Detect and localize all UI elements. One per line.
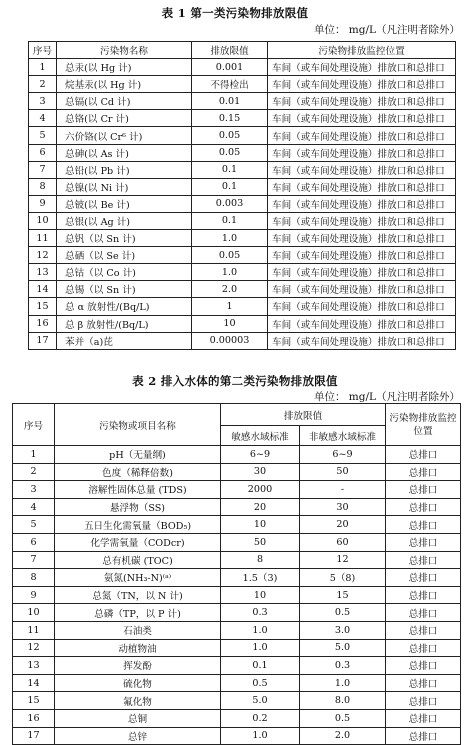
table1-cell-name: 烷基汞(以 Hg 计) <box>57 76 192 93</box>
table1-cell-limit: 0.1 <box>192 161 268 178</box>
table-row <box>13 709 461 727</box>
table2-title: 表 2 排入水体的第二类污染物排放限值 <box>132 374 338 388</box>
table2-cell-location: 总排口 <box>386 639 461 657</box>
table2-cell-nonsensitive: 5.0 <box>300 639 386 657</box>
table2-cell-nonsensitive: 0.5 <box>300 604 386 622</box>
table1-cell-index: 16 <box>29 315 57 332</box>
table1-cell-index: 5 <box>29 127 57 144</box>
table2-cell-index: 8 <box>13 569 55 587</box>
table1-cell-index: 3 <box>29 93 57 110</box>
table2-cell-sensitive: 20 <box>221 498 300 516</box>
table1-header-limit: 排放限值 <box>192 42 268 59</box>
table1-header-name: 污染物名称 <box>57 42 192 59</box>
table2-cell-name: 氟化物 <box>55 692 221 710</box>
table2-cell-sensitive: 0.5 <box>221 674 300 692</box>
table-row <box>13 551 461 569</box>
table2-cell-index: 2 <box>13 463 55 481</box>
table2-cell-location: 总排口 <box>386 551 461 569</box>
table2-cell-location: 总排口 <box>386 674 461 692</box>
table2-cell-name: 动植物油 <box>55 639 221 657</box>
table1-cell-limit: 0.15 <box>192 110 268 127</box>
table-row <box>29 332 456 349</box>
table-row <box>13 516 461 534</box>
table1-cell-location: 车间（或车间处理设施）排放口和总排口 <box>268 161 456 178</box>
table2-cell-name: 挥发酚 <box>55 657 221 675</box>
table2-cell-nonsensitive: 8.0 <box>300 692 386 710</box>
table2-cell-location: 总排口 <box>386 498 461 516</box>
table2-cell-index: 7 <box>13 551 55 569</box>
table2 <box>12 403 461 745</box>
table2-header-limit: 排放限值 <box>221 404 386 426</box>
table-row <box>29 298 456 315</box>
table1-cell-location: 车间（或车间处理设施）排放口和总排口 <box>268 315 456 332</box>
table1-cell-limit: 1.0 <box>192 264 268 281</box>
table2-cell-nonsensitive: 1.0 <box>300 674 386 692</box>
table-row <box>13 692 461 710</box>
table1-cell-name: 总钴（以 Co 计) <box>57 264 192 281</box>
table1-cell-limit: 0.001 <box>192 59 268 76</box>
table2-header-row <box>13 404 461 426</box>
table2-cell-nonsensitive: 50 <box>300 463 386 481</box>
table1-cell-location: 车间（或车间处理设施）排放口和总排口 <box>268 212 456 229</box>
table2-cell-location: 总排口 <box>386 727 461 745</box>
table2-cell-nonsensitive: 3.0 <box>300 621 386 639</box>
table2-cell-index: 16 <box>13 709 55 727</box>
table1-cell-location: 车间（或车间处理设施）排放口和总排口 <box>268 264 456 281</box>
table1-cell-name: 总铅(以 Pb 计) <box>57 161 192 178</box>
table2-cell-index: 15 <box>13 692 55 710</box>
table2-cell-name: 色度（稀释倍数) <box>55 463 221 481</box>
table1-cell-index: 14 <box>29 281 57 298</box>
table2-cell-index: 12 <box>13 639 55 657</box>
table-row <box>13 481 461 499</box>
table-row <box>29 195 456 212</box>
table-row <box>13 674 461 692</box>
table1-cell-index: 15 <box>29 298 57 315</box>
table1-cell-limit: 0.1 <box>192 178 268 195</box>
table2-cell-name: 石油类 <box>55 621 221 639</box>
table2-cell-index: 6 <box>13 533 55 551</box>
table2-cell-name: 总铜 <box>55 709 221 727</box>
table1-cell-name: 六价铬(以 Cr⁶ 计) <box>57 127 192 144</box>
table2-cell-nonsensitive: 20 <box>300 516 386 534</box>
table1-cell-index: 8 <box>29 178 57 195</box>
table1-cell-index: 4 <box>29 110 57 127</box>
table1-cell-name: 总砷(以 As 计) <box>57 144 192 161</box>
table2-cell-index: 13 <box>13 657 55 675</box>
table-row <box>29 281 456 298</box>
table2-header-location: 污染物排放监控位置 <box>386 404 461 446</box>
table2-cell-index: 1 <box>13 446 55 464</box>
table1-cell-index: 13 <box>29 264 57 281</box>
table1-cell-name: 总钒（以 Sn 计) <box>57 230 192 247</box>
table1-header-row <box>29 42 456 59</box>
table2-cell-name: 总锌 <box>55 727 221 745</box>
table1-cell-name: 苯并（a)芘 <box>57 332 192 349</box>
table-row <box>29 93 456 110</box>
table2-header-name: 污染物或项目名称 <box>55 404 221 446</box>
table1-cell-name: 总硒（以 Se 计) <box>57 247 192 264</box>
table2-unit: 单位： mg/L（凡注明者除外） <box>313 391 460 403</box>
table-row <box>29 212 456 229</box>
table-row <box>13 586 461 604</box>
table2-cell-index: 9 <box>13 586 55 604</box>
table2-cell-sensitive: 1.5（3) <box>221 569 300 587</box>
table2-cell-sensitive: 0.2 <box>221 709 300 727</box>
table1-cell-name: 总汞(以 Hg 计) <box>57 59 192 76</box>
table2-cell-location: 总排口 <box>386 446 461 464</box>
table2-cell-sensitive: 0.3 <box>221 604 300 622</box>
table1-cell-name: 总铬(以 Cr 计) <box>57 110 192 127</box>
table2-cell-index: 5 <box>13 516 55 534</box>
table2-cell-name: 化学需氧量（CODcr) <box>55 533 221 551</box>
table-row <box>13 463 461 481</box>
table2-header-nonsensitive: 非敏感水域标准 <box>300 426 386 446</box>
table1-header-index: 序号 <box>29 42 57 59</box>
table2-cell-location: 总排口 <box>386 692 461 710</box>
table2-cell-index: 4 <box>13 498 55 516</box>
table2-cell-sensitive: 30 <box>221 463 300 481</box>
table1-cell-limit: 0.05 <box>192 144 268 161</box>
table2-cell-index: 10 <box>13 604 55 622</box>
table2-cell-name: 总磷（TP，以 P 计) <box>55 604 221 622</box>
table-row <box>13 533 461 551</box>
table2-cell-nonsensitive: 60 <box>300 533 386 551</box>
table-row <box>29 230 456 247</box>
table1-cell-location: 车间（或车间处理设施）排放口和总排口 <box>268 144 456 161</box>
table1-cell-limit: 0.00003 <box>192 332 268 349</box>
table2-cell-name: 五日生化需氧量（BOD₅) <box>55 516 221 534</box>
table-row <box>13 498 461 516</box>
table1-cell-index: 7 <box>29 161 57 178</box>
table2-cell-nonsensitive: 5（8) <box>300 569 386 587</box>
table2-cell-location: 总排口 <box>386 463 461 481</box>
table1-cell-location: 车间（或车间处理设施）排放口和总排口 <box>268 247 456 264</box>
table1-cell-limit: 1 <box>192 298 268 315</box>
table1-cell-name: 总 β 放射性/(Bq/L) <box>57 315 192 332</box>
table-row <box>13 569 461 587</box>
table-row <box>13 639 461 657</box>
table2-cell-nonsensitive: 6~9 <box>300 446 386 464</box>
table1 <box>28 41 456 350</box>
table1-cell-name: 总镍(以 Ni 计) <box>57 178 192 195</box>
table2-cell-location: 总排口 <box>386 569 461 587</box>
table-row <box>13 657 461 675</box>
table2-cell-name: 硫化物 <box>55 674 221 692</box>
table2-cell-sensitive: 10 <box>221 586 300 604</box>
table1-cell-name: 总 α 放射性/(Bq/L) <box>57 298 192 315</box>
table-row <box>29 144 456 161</box>
table-row <box>29 127 456 144</box>
table2-cell-nonsensitive: 0.3 <box>300 657 386 675</box>
table1-cell-limit: 0.05 <box>192 127 268 144</box>
table2-header-sensitive: 敏感水域标准 <box>221 426 300 446</box>
table-row <box>29 178 456 195</box>
table1-cell-index: 10 <box>29 212 57 229</box>
table1-title: 表 1 第一类污染物排放限值 <box>161 6 309 20</box>
table1-cell-location: 车间（或车间处理设施）排放口和总排口 <box>268 230 456 247</box>
table-row <box>13 604 461 622</box>
table2-cell-nonsensitive: - <box>300 481 386 499</box>
table1-cell-limit: 0.05 <box>192 247 268 264</box>
table1-cell-index: 6 <box>29 144 57 161</box>
table1-cell-limit: 0.1 <box>192 212 268 229</box>
table2-cell-location: 总排口 <box>386 709 461 727</box>
table-row <box>13 621 461 639</box>
table2-cell-name: 总有机碳 (TOC) <box>55 551 221 569</box>
table1-cell-name: 总银(以 Ag 计) <box>57 212 192 229</box>
table1-cell-location: 车间（或车间处理设施）排放口和总排口 <box>268 178 456 195</box>
table1-cell-limit: 10 <box>192 315 268 332</box>
table2-cell-index: 11 <box>13 621 55 639</box>
table1-header-location: 污染物排放监控位置 <box>268 42 456 59</box>
table2-cell-sensitive: 2000 <box>221 481 300 499</box>
table1-cell-location: 车间（或车间处理设施）排放口和总排口 <box>268 298 456 315</box>
table1-cell-index: 9 <box>29 195 57 212</box>
table2-cell-index: 14 <box>13 674 55 692</box>
table1-cell-location: 车间（或车间处理设施）排放口和总排口 <box>268 59 456 76</box>
table2-cell-name: 氨氮(NH₃-N)⁽ᵃ⁾ <box>55 569 221 587</box>
table1-cell-location: 车间（或车间处理设施）排放口和总排口 <box>268 195 456 212</box>
table1-cell-index: 11 <box>29 230 57 247</box>
table1-cell-location: 车间（或车间处理设施）排放口和总排口 <box>268 76 456 93</box>
table1-cell-location: 车间（或车间处理设施）排放口和总排口 <box>268 281 456 298</box>
table2-cell-nonsensitive: 30 <box>300 498 386 516</box>
table2-cell-name: 总氮（TN，以 N 计) <box>55 586 221 604</box>
table2-cell-sensitive: 1.0 <box>221 621 300 639</box>
table1-cell-limit: 0.003 <box>192 195 268 212</box>
table1-cell-name: 总铍(以 Be 计) <box>57 195 192 212</box>
table2-cell-name: 溶解性固体总量 (TDS) <box>55 481 221 499</box>
table1-cell-limit: 0.01 <box>192 93 268 110</box>
table2-cell-location: 总排口 <box>386 481 461 499</box>
table2-cell-sensitive: 1.0 <box>221 727 300 745</box>
table-row <box>29 264 456 281</box>
table1-cell-name: 总镉(以 Cd 计) <box>57 93 192 110</box>
table2-cell-location: 总排口 <box>386 657 461 675</box>
table2-cell-sensitive: 10 <box>221 516 300 534</box>
table1-cell-limit: 2.0 <box>192 281 268 298</box>
table2-header-index: 序号 <box>13 404 55 446</box>
table-row <box>29 315 456 332</box>
table-row <box>29 59 456 76</box>
table2-cell-sensitive: 1.0 <box>221 639 300 657</box>
table2-cell-location: 总排口 <box>386 604 461 622</box>
table1-cell-location: 车间（或车间处理设施）排放口和总排口 <box>268 93 456 110</box>
table-row <box>29 247 456 264</box>
table2-cell-sensitive: 5.0 <box>221 692 300 710</box>
table-row <box>29 76 456 93</box>
table2-cell-nonsensitive: 12 <box>300 551 386 569</box>
table1-cell-index: 1 <box>29 59 57 76</box>
table2-cell-name: pH（无量纲) <box>55 446 221 464</box>
table2-cell-location: 总排口 <box>386 533 461 551</box>
table2-cell-name: 悬浮物（SS) <box>55 498 221 516</box>
table1-cell-location: 车间（或车间处理设施）排放口和总排口 <box>268 127 456 144</box>
table2-cell-nonsensitive: 15 <box>300 586 386 604</box>
table2-cell-sensitive: 8 <box>221 551 300 569</box>
table2-cell-sensitive: 50 <box>221 533 300 551</box>
table1-cell-index: 12 <box>29 247 57 264</box>
table-row <box>13 446 461 464</box>
table1-cell-limit: 1.0 <box>192 230 268 247</box>
table-row <box>29 161 456 178</box>
table1-cell-location: 车间（或车间处理设施）排放口和总排口 <box>268 332 456 349</box>
table-row <box>29 110 456 127</box>
table1-cell-index: 17 <box>29 332 57 349</box>
table1-unit: 单位： mg/L（凡注明者除外） <box>313 24 460 36</box>
table2-cell-index: 17 <box>13 727 55 745</box>
table2-cell-nonsensitive: 0.5 <box>300 709 386 727</box>
table1-cell-name: 总锡（以 Sn 计) <box>57 281 192 298</box>
table1-cell-index: 2 <box>29 76 57 93</box>
table2-cell-index: 3 <box>13 481 55 499</box>
table2-cell-sensitive: 0.1 <box>221 657 300 675</box>
table2-cell-nonsensitive: 2.0 <box>300 727 386 745</box>
table2-cell-location: 总排口 <box>386 586 461 604</box>
table2-cell-location: 总排口 <box>386 621 461 639</box>
table2-cell-sensitive: 6~9 <box>221 446 300 464</box>
table2-cell-location: 总排口 <box>386 516 461 534</box>
table1-cell-location: 车间（或车间处理设施）排放口和总排口 <box>268 110 456 127</box>
table1-cell-limit: 不得检出 <box>192 76 268 93</box>
